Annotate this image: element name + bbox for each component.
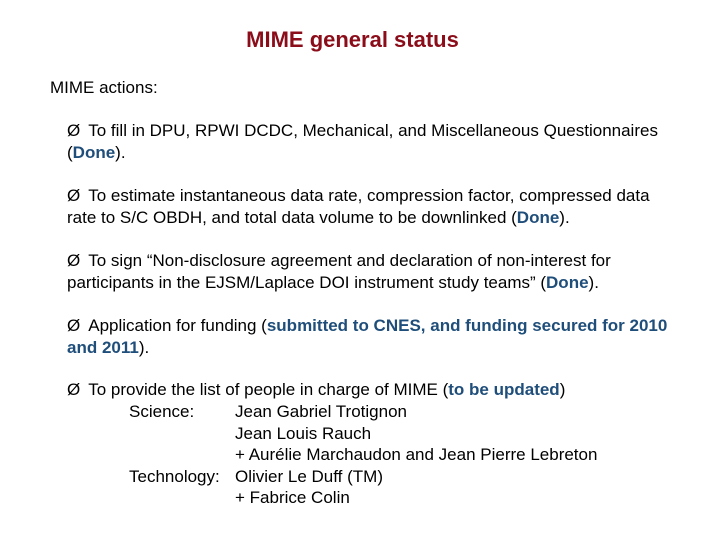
bullet-item-nda: [67, 250, 677, 293]
status-highlight: submitted to CNES, and funding secured for 2010 and 2011: [67, 316, 668, 357]
bullet-text-end: ).: [559, 207, 570, 227]
technology-label: Technology:: [129, 466, 220, 486]
bullet-text-end: ).: [138, 337, 150, 357]
bullet-item-questionnaires: [67, 120, 677, 163]
status-highlight: Done: [72, 142, 116, 162]
status-highlight: to be updated: [448, 380, 560, 399]
bullet-text: To fill in DPU, RPWI DCDC, Mechanical, and Miscellaneous Questionnaires (: [67, 121, 658, 162]
bullet-text: To sign “Non-disclosure agreement and declaration of non-interest for participants in the EJSM/Laplace DOI instrument study teams” (: [67, 251, 611, 292]
science-person: + Aurélie Marchaudon and Jean Pierre Lebreton: [235, 445, 598, 464]
technology-person: + Fabrice Colin: [235, 488, 350, 507]
science-label: Science:: [129, 402, 195, 421]
bullet-text-end: ): [559, 380, 566, 399]
bullet-item-people-list: [67, 379, 677, 507]
bullet-text-end: ).: [588, 272, 599, 292]
bullet-line: [67, 379, 677, 401]
bullet-text: Application for funding (: [88, 316, 267, 335]
arrow-bullet-icon: Ø: [67, 380, 81, 399]
arrow-bullet-icon: Ø: [67, 121, 81, 140]
bullet-item-data-rate: [67, 185, 677, 228]
science-person: Jean Gabriel Trotignon: [235, 402, 407, 421]
status-highlight: Done: [546, 272, 589, 292]
technology-person: Olivier Le Duff (TM): [235, 466, 383, 486]
arrow-bullet-icon: Ø: [67, 186, 81, 205]
arrow-bullet-icon: Ø: [67, 316, 81, 335]
bullet-text: To provide the list of people in charge of MIME (: [88, 380, 449, 399]
bullet-text: To estimate instantaneous data rate, compression factor, compressed data rate to S/C OBDH, and total data volume to be downlinked (: [67, 186, 650, 227]
bullet-item-funding: [67, 315, 677, 358]
slide-title: MIME general status: [246, 27, 459, 52]
arrow-bullet-icon: Ø: [67, 251, 81, 270]
science-person: Jean Louis Rauch: [235, 423, 372, 443]
status-highlight: Done: [516, 207, 560, 227]
section-heading: MIME actions:: [50, 78, 158, 97]
bullet-text-end: ).: [115, 142, 126, 162]
